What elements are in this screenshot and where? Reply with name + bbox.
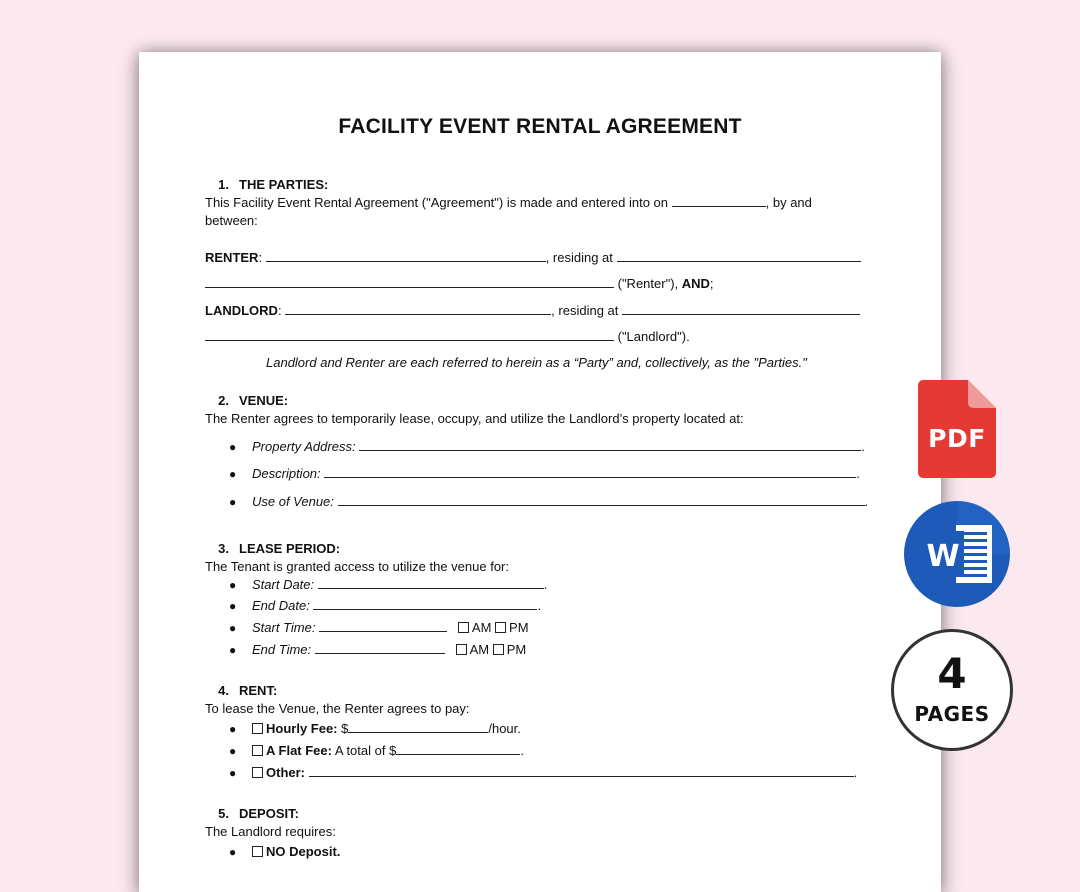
- section-title: THE PARTIES:: [239, 177, 329, 192]
- period: .: [853, 765, 858, 780]
- lease-intro: The Tenant is granted access to utilize the venue for:: [205, 559, 509, 574]
- period: .: [520, 743, 524, 758]
- pdf-file-icon: [918, 380, 996, 478]
- other-fee-label: Other:: [266, 765, 305, 780]
- section-title: LEASE PERIOD:: [239, 541, 341, 556]
- semicolon: ;: [709, 276, 714, 291]
- and-text: AND: [681, 276, 710, 291]
- section-3-heading: [205, 540, 340, 558]
- parties-intro: [205, 194, 812, 212]
- per-hour-text: /hour.: [488, 721, 521, 736]
- residing-at-text: , residing at: [551, 303, 622, 318]
- section-number: 4.: [218, 683, 229, 698]
- section-2-heading: [205, 392, 288, 410]
- dollar-sign: $: [337, 721, 349, 736]
- bullet: ●: [229, 744, 237, 758]
- landlord-line-2: [205, 328, 690, 346]
- am-checkbox[interactable]: [458, 622, 469, 633]
- landlord-address-blank-2[interactable]: [205, 328, 614, 341]
- renter-line-2: [205, 275, 714, 293]
- am-label: AM: [469, 642, 490, 657]
- am-checkbox[interactable]: [456, 644, 467, 655]
- section-1-heading: [205, 176, 328, 194]
- hourly-fee-item: [252, 720, 521, 738]
- flat-fee-checkbox[interactable]: [252, 745, 263, 756]
- section-number: 5.: [218, 806, 229, 821]
- word-letter: W: [926, 539, 960, 574]
- flat-fee-label: A Flat Fee:: [266, 743, 332, 758]
- start-time-item: [252, 619, 529, 637]
- document-page: [139, 52, 941, 892]
- section-title: RENT:: [239, 683, 278, 698]
- other-fee-item: [252, 764, 857, 782]
- bullet: ●: [229, 621, 237, 635]
- section-number: 3.: [218, 541, 229, 556]
- bullet: ●: [229, 722, 237, 736]
- residing-at-text: , residing at: [545, 250, 617, 265]
- start-date-blank[interactable]: [318, 576, 544, 589]
- section-number: 1.: [218, 177, 229, 192]
- venue-item-description: [252, 465, 860, 483]
- hourly-fee-checkbox[interactable]: [252, 723, 263, 734]
- section-5-heading: [205, 805, 299, 823]
- date-blank[interactable]: [672, 194, 766, 207]
- period: .: [856, 466, 860, 481]
- renter-line: RENTER: , residing at: [205, 249, 861, 267]
- bullet: ●: [229, 440, 237, 454]
- landlord-name-blank[interactable]: [285, 302, 551, 315]
- period: .: [864, 494, 869, 509]
- landlord-suffix: ("Landlord").: [614, 329, 690, 344]
- end-time-blank[interactable]: [315, 641, 445, 654]
- bullet: ●: [229, 467, 237, 481]
- flat-fee-blank[interactable]: [396, 742, 520, 755]
- renter-suffix: ("Renter"),: [614, 276, 682, 291]
- property-address-blank[interactable]: [359, 438, 861, 451]
- use-of-venue-blank[interactable]: [338, 493, 865, 506]
- document-title: FACILITY EVENT RENTAL AGREEMENT: [338, 115, 742, 138]
- period: .: [861, 439, 865, 454]
- landlord-address-blank[interactable]: [622, 302, 860, 315]
- bullet: ●: [229, 599, 237, 613]
- end-date-blank[interactable]: [313, 597, 537, 610]
- renter-label: RENTER: [205, 250, 259, 265]
- bullet: ●: [229, 845, 237, 859]
- section-4-heading: [205, 682, 277, 700]
- no-deposit-item: [252, 843, 340, 861]
- pm-checkbox[interactable]: [495, 622, 506, 633]
- word-logo-shape: [904, 501, 1010, 607]
- flat-fee-item: [252, 742, 524, 760]
- intro-text: This Facility Event Rental Agreement ("Agreement") is made and entered into on: [205, 195, 672, 210]
- start-time-label: Start Time:: [252, 620, 320, 635]
- end-date-item: [252, 597, 541, 615]
- period: .: [537, 598, 542, 613]
- hourly-fee-label: Hourly Fee:: [266, 721, 338, 736]
- start-date-label: Start Date:: [252, 577, 318, 592]
- landlord-line: LANDLORD: , residing at: [205, 302, 860, 320]
- venue-item-label: Description:: [252, 466, 325, 481]
- hourly-fee-blank[interactable]: [348, 720, 488, 733]
- description-blank[interactable]: [324, 465, 856, 478]
- other-fee-checkbox[interactable]: [252, 767, 263, 778]
- start-date-item: [252, 576, 547, 594]
- intro-text-end: , by and: [765, 195, 812, 210]
- end-date-label: End Date:: [252, 598, 314, 613]
- period: .: [543, 577, 548, 592]
- section-number: 2.: [218, 393, 229, 408]
- venue-item-label: Use of Venue:: [252, 494, 338, 509]
- venue-item-use: [252, 493, 868, 511]
- pm-checkbox[interactable]: [493, 644, 504, 655]
- landlord-label: LANDLORD: [205, 303, 278, 318]
- venue-item-address: [252, 438, 865, 456]
- venue-intro: The Renter agrees to temporarily lease, occupy, and utilize the Landlord’s property located at:: [205, 411, 744, 426]
- section-title: VENUE:: [239, 393, 289, 408]
- renter-address-blank-2[interactable]: [205, 275, 614, 288]
- word-file-icon: [904, 501, 1010, 607]
- pm-label: PM: [509, 620, 529, 635]
- venue-item-label: Property Address:: [252, 439, 360, 454]
- pm-label: PM: [506, 642, 527, 657]
- parties-note: Landlord and Renter are each referred to herein as a “Party” and, collectively, as the "Parties.": [266, 355, 807, 370]
- page-count-badge: [891, 629, 1013, 751]
- no-deposit-label: NO Deposit.: [266, 844, 341, 859]
- no-deposit-checkbox[interactable]: [252, 846, 263, 857]
- renter-name-blank[interactable]: [266, 249, 546, 262]
- start-time-blank[interactable]: [319, 619, 447, 632]
- end-time-item: [252, 641, 526, 659]
- other-fee-blank[interactable]: [309, 764, 854, 777]
- flat-fee-text: A total of $: [331, 743, 397, 758]
- bullet: ●: [229, 578, 237, 592]
- deposit-intro: The Landlord requires:: [205, 824, 336, 839]
- pdf-label: PDF: [928, 424, 986, 453]
- parties-intro-cont: between:: [205, 213, 258, 228]
- bullet: ●: [229, 495, 237, 509]
- page-count: 4: [937, 649, 967, 698]
- rent-intro: To lease the Venue, the Renter agrees to pay:: [205, 701, 470, 716]
- renter-address-blank[interactable]: [617, 249, 861, 262]
- bullet: ●: [229, 766, 237, 780]
- am-label: AM: [471, 620, 492, 635]
- section-title: DEPOSIT:: [239, 806, 299, 821]
- bullet: ●: [229, 643, 237, 657]
- end-time-label: End Time:: [252, 642, 315, 657]
- pages-label: PAGES: [914, 702, 990, 726]
